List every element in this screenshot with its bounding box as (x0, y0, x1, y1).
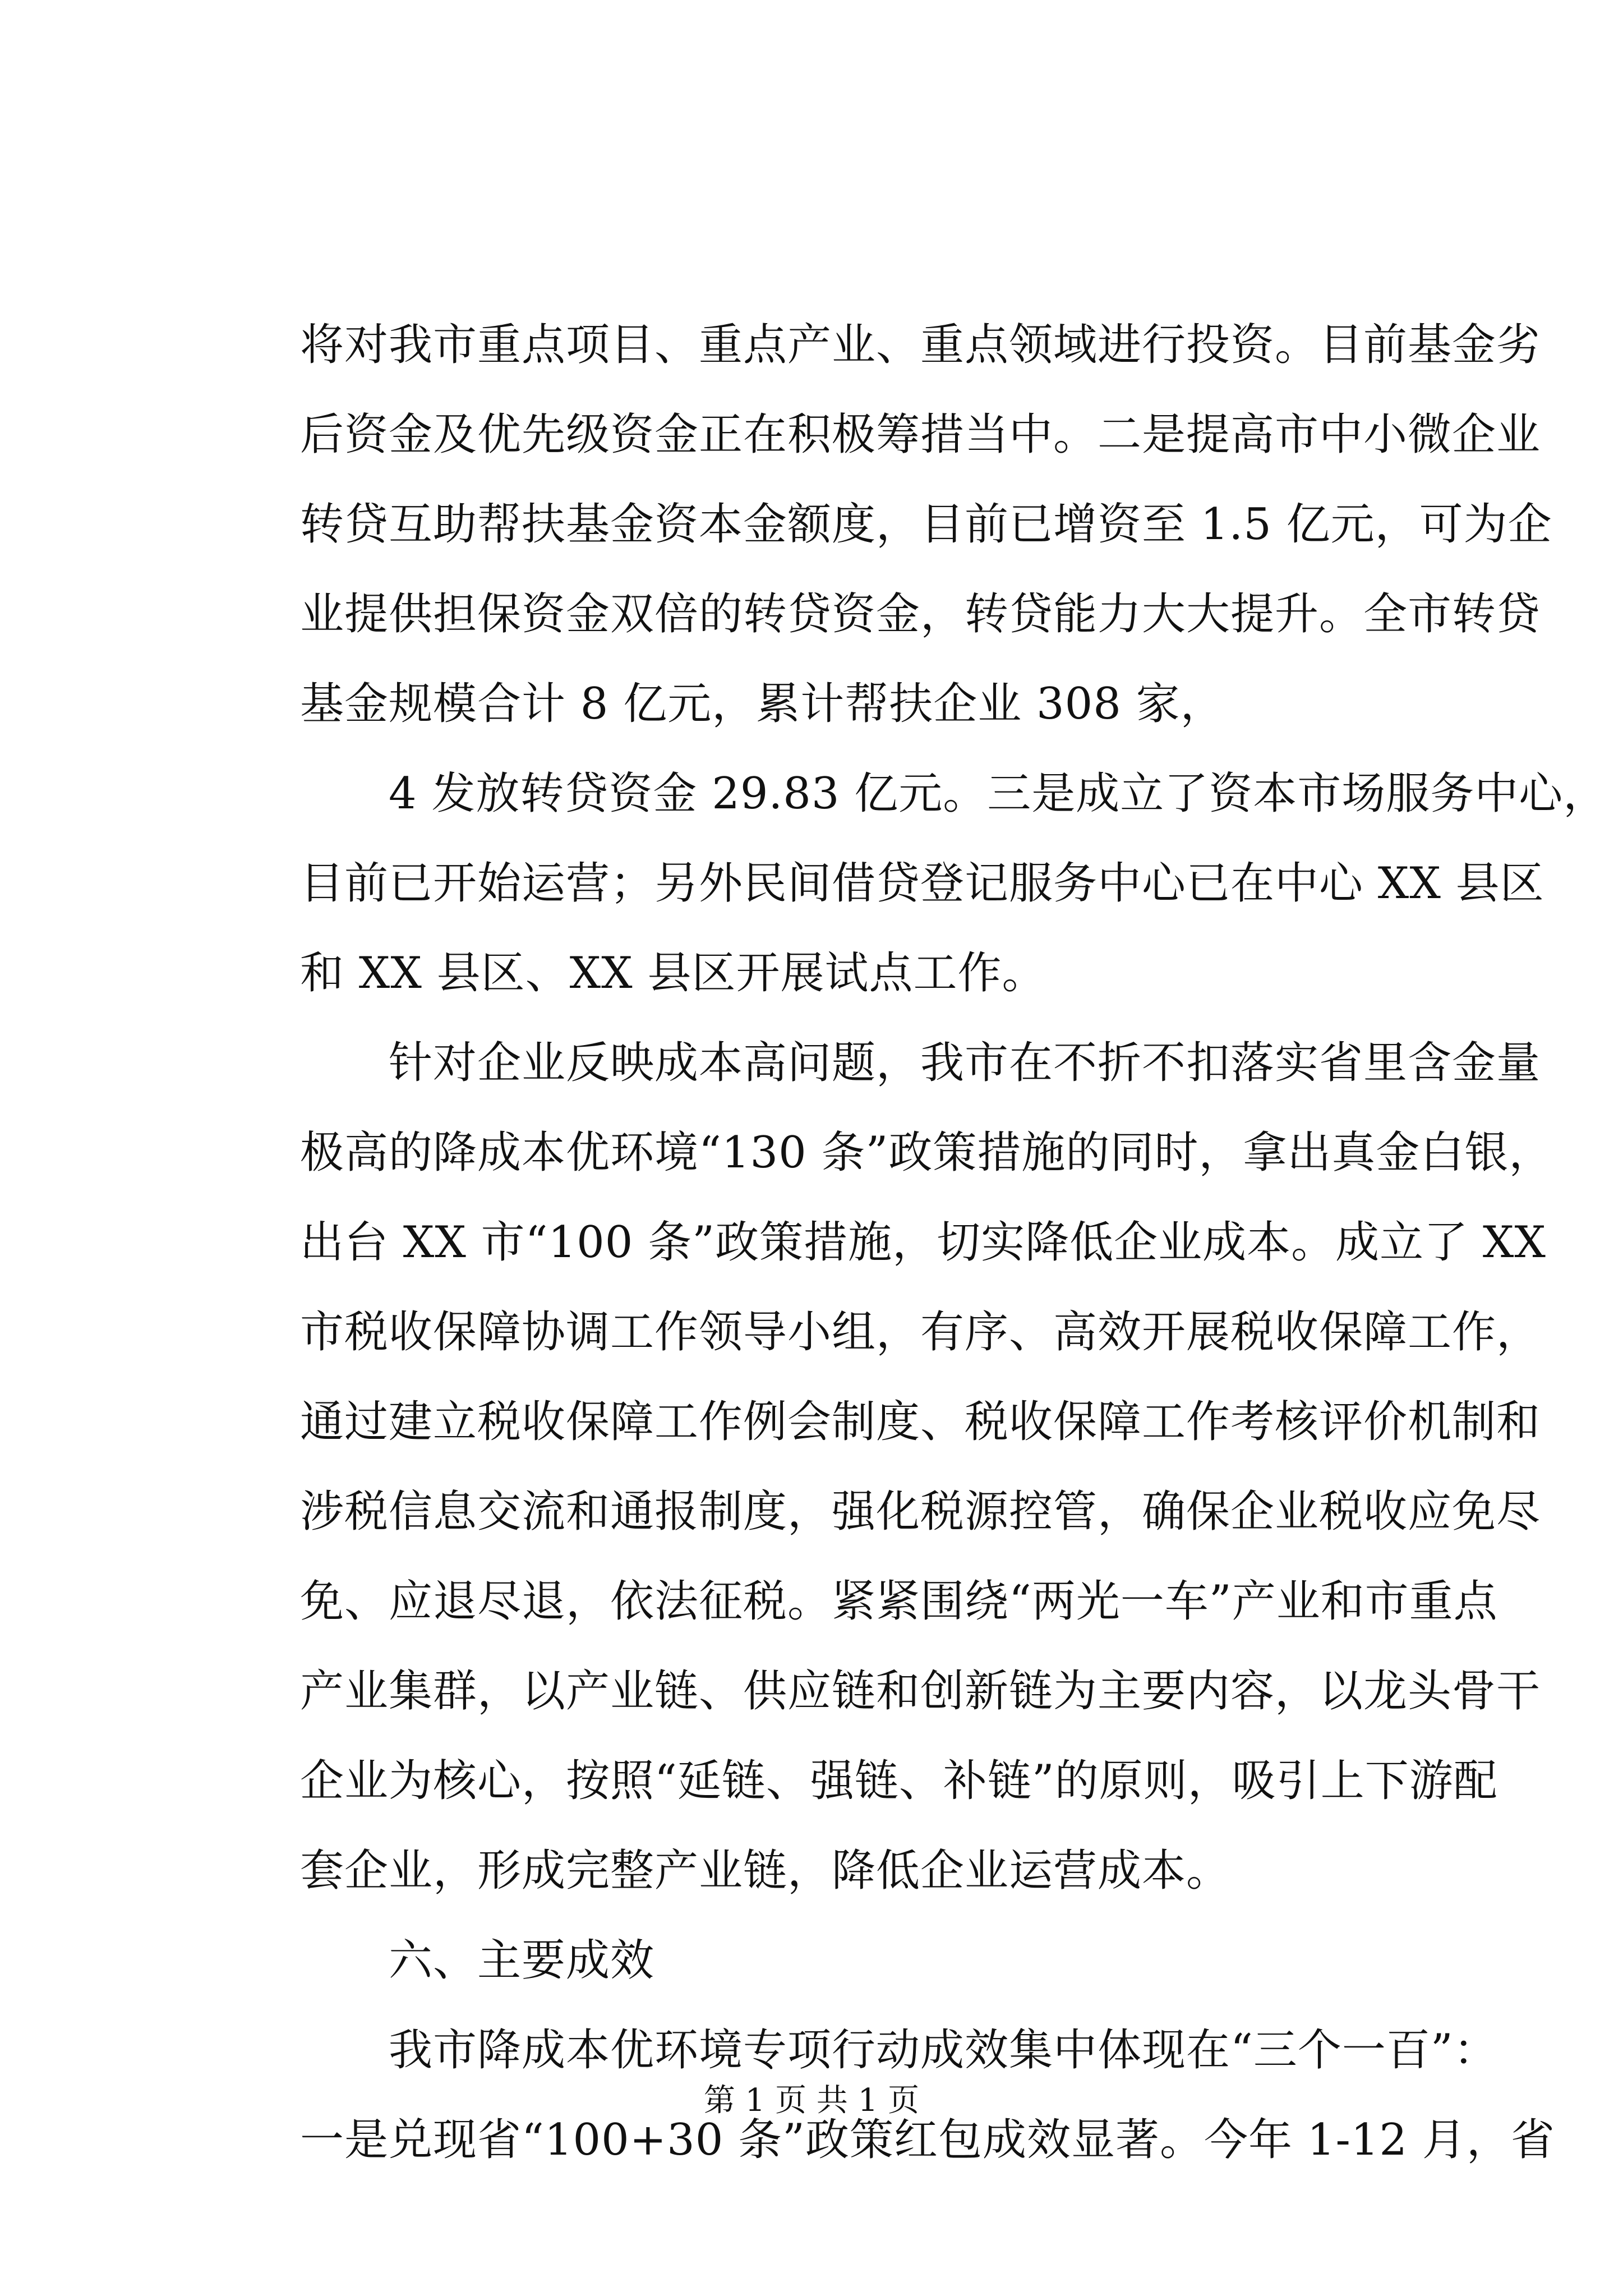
page-number-footer: 第 1 页 共 1 页 (703, 2082, 920, 2119)
paragraph-line: 极高的降成本优环境“130 条”政策措施的同时，拿出真金白银， (300, 1128, 1553, 1178)
paragraph-line: 和 XX 县区、XX 县区开展试点工作。 (300, 948, 1046, 999)
paragraph-line: 涉税信息交流和通报制度，强化税源控管，确保企业税收应免尽 (300, 1487, 1541, 1537)
paragraph-line: 4 发放转贷资金 29.83 亿元。三是成立了资本市场服务中心， (389, 769, 1608, 819)
paragraph-line: 针对企业反映成本高问题，我市在不折不扣落实省里含金量 (389, 1038, 1541, 1088)
paragraph-line: 通过建立税收保障工作例会制度、税收保障工作考核评价机制和 (300, 1397, 1541, 1447)
section-heading: 六、主要成效 (389, 1935, 655, 1986)
paragraph-line: 企业为核心，按照“延链、强链、补链”的原则，吸引上下游配 (300, 1756, 1498, 1806)
paragraph-line: 目前已开始运营；另外民间借贷登记服务中心已在中心 XX 县区 (300, 858, 1544, 909)
document-body (300, 300, 1608, 2185)
paragraph-line: 将对我市重点项目、重点产业、重点领域进行投资。目前基金劣 (300, 320, 1541, 370)
paragraph-line: 业提供担保资金双倍的转贷资金，转贷能力大大提升。全市转贷 (300, 589, 1541, 639)
paragraph-line: 基金规模合计 8 亿元，累计帮扶企业 308 家， (300, 679, 1225, 729)
paragraph-line: 一是兑现省“100+30 条”政策红包成效显著。今年 1-12 月，省 (300, 2115, 1555, 2165)
paragraph-line: 出台 XX 市“100 条”政策措施，切实降低企业成本。成立了 XX (300, 1217, 1546, 1268)
paragraph-line: 产业集群，以产业链、供应链和创新链为主要内容，以龙头骨干 (300, 1666, 1541, 1717)
paragraph-line: 套企业，形成完整产业链，降低企业运营成本。 (300, 1846, 1231, 1896)
paragraph-line: 后资金及优先级资金正在积极筹措当中。二是提高市中小微企业 (300, 409, 1541, 460)
paragraph-line: 转贷互助帮扶基金资本金额度，目前已增资至 1.5 亿元，可为企 (300, 499, 1552, 550)
paragraph-line: 我市降成本优环境专项行动成效集中体现在“三个一百”： (389, 2025, 1498, 2076)
paragraph-line: 免、应退尽退，依法征税。紧紧围绕“两光一车”产业和市重点 (300, 1576, 1498, 1627)
paragraph-line: 市税收保障协调工作领导小组，有序、高效开展税收保障工作， (300, 1307, 1541, 1358)
